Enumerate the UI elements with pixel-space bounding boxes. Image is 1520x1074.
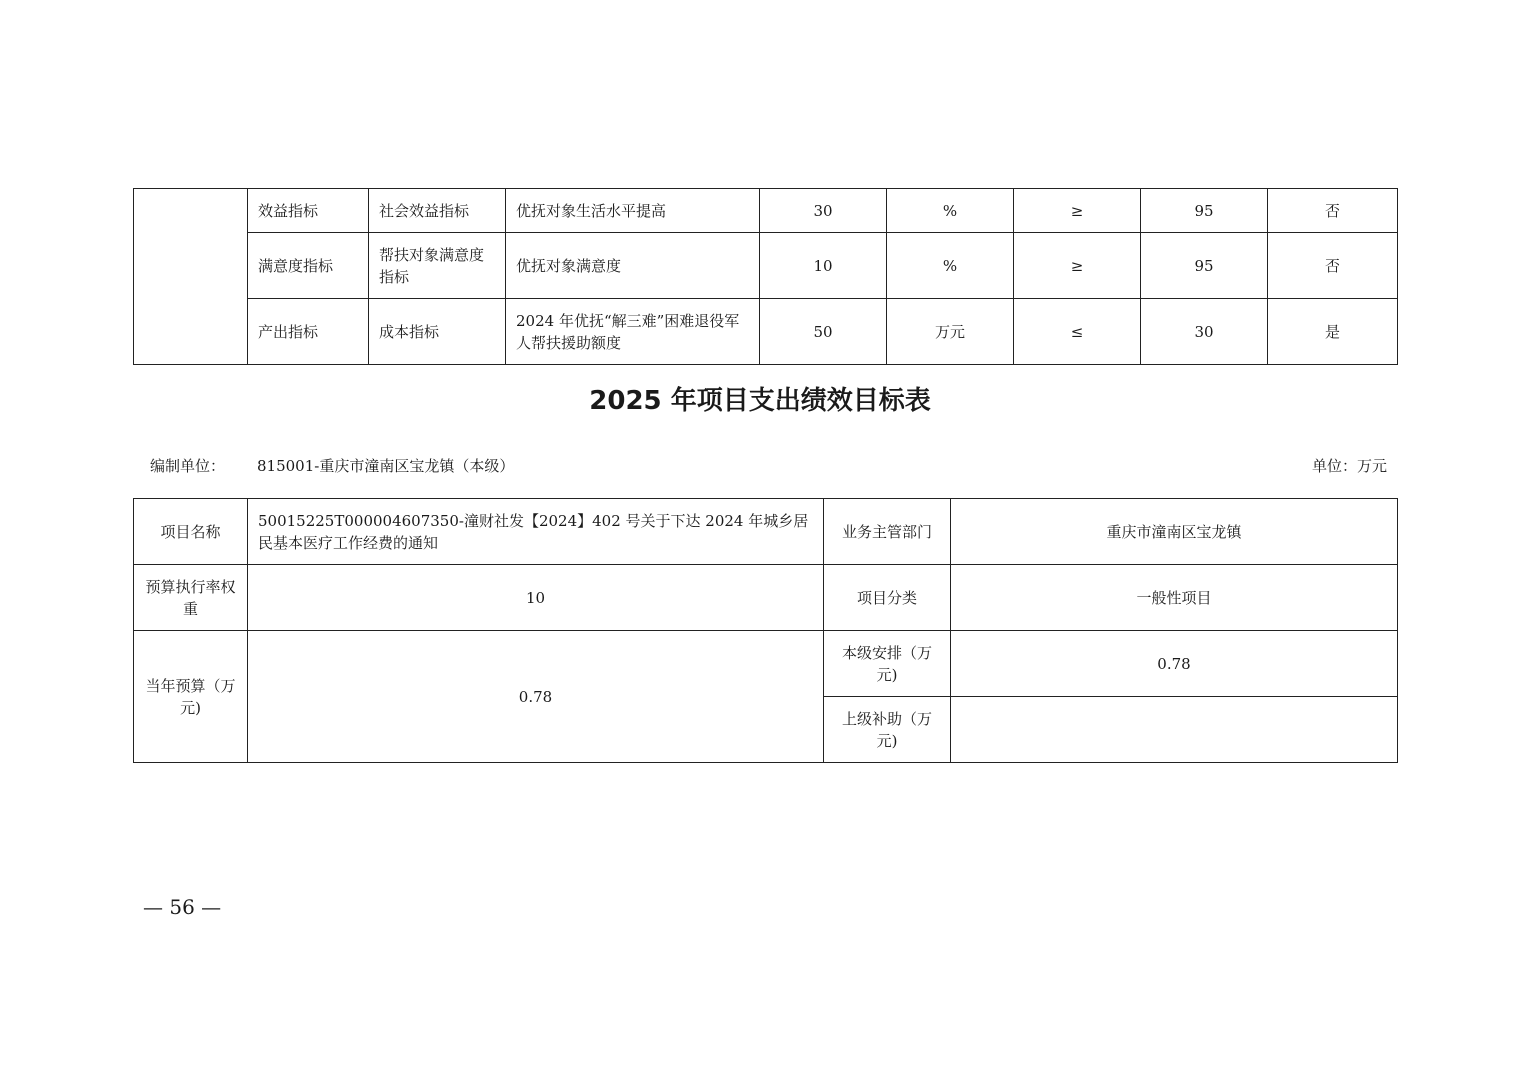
- level3-cell: 2024 年优抚“解三难”困难退役军人帮扶援助额度: [506, 299, 760, 365]
- level2-cell: 成本指标: [369, 299, 506, 365]
- weight-cell: 50: [760, 299, 887, 365]
- core-cell: 是: [1268, 299, 1398, 365]
- table-row: [134, 299, 1398, 365]
- target-cell: 30: [1141, 299, 1268, 365]
- table-row: [134, 631, 1398, 697]
- table-row: [134, 499, 1398, 565]
- indicator-table: [133, 188, 1398, 365]
- operator-cell: ≥: [1014, 233, 1141, 299]
- table-row: [134, 189, 1398, 233]
- execution-rate-value: 10: [248, 565, 824, 631]
- project-name-value: 50015225T000004607350-潼财社发【2024】402 号关于下达 2024 年城乡居民基本医疗工作经费的通知: [248, 499, 824, 565]
- target-cell: 95: [1141, 233, 1268, 299]
- compiling-unit-label: 编制单位：: [150, 457, 226, 475]
- annual-budget-value: 0.78: [248, 631, 824, 763]
- level1-cell: 产出指标: [248, 299, 369, 365]
- local-arrangement-label: 本级安排（万元): [824, 631, 951, 697]
- category-value: 一般性项目: [951, 565, 1398, 631]
- weight-cell: 30: [760, 189, 887, 233]
- currency-unit: 单位：万元: [1311, 457, 1387, 475]
- indicator-table-blank-cell: [134, 189, 248, 365]
- unit-cell: 万元: [887, 299, 1014, 365]
- project-name-label: 项目名称: [134, 499, 248, 565]
- department-value: 重庆市潼南区宝龙镇: [951, 499, 1398, 565]
- page-title: 2025 年项目支出绩效目标表: [589, 386, 931, 416]
- core-cell: 否: [1268, 189, 1398, 233]
- table-row: [134, 233, 1398, 299]
- category-label: 项目分类: [824, 565, 951, 631]
- execution-rate-label: 预算执行率权重: [134, 565, 248, 631]
- target-cell: 95: [1141, 189, 1268, 233]
- level2-cell: 社会效益指标: [369, 189, 506, 233]
- weight-cell: 10: [760, 233, 887, 299]
- unit-cell: %: [887, 233, 1014, 299]
- level3-cell: 优抚对象满意度: [506, 233, 760, 299]
- upper-subsidy-value: [951, 697, 1398, 763]
- upper-subsidy-label: 上级补助（万元): [824, 697, 951, 763]
- operator-cell: ≥: [1014, 189, 1141, 233]
- level2-cell: 帮扶对象满意度指标: [369, 233, 506, 299]
- table-row: [134, 565, 1398, 631]
- level1-cell: 满意度指标: [248, 233, 369, 299]
- annual-budget-label: 当年预算（万元): [134, 631, 248, 763]
- compiling-unit-value: 815001-重庆市潼南区宝龙镇（本级）: [257, 457, 515, 475]
- core-cell: 否: [1268, 233, 1398, 299]
- local-arrangement-value: 0.78: [951, 631, 1398, 697]
- level3-cell: 优抚对象生活水平提高: [506, 189, 760, 233]
- page-number: — 56 —: [143, 895, 222, 919]
- level1-cell: 效益指标: [248, 189, 369, 233]
- department-label: 业务主管部门: [824, 499, 951, 565]
- operator-cell: ≤: [1014, 299, 1141, 365]
- project-table: [133, 498, 1398, 763]
- unit-cell: %: [887, 189, 1014, 233]
